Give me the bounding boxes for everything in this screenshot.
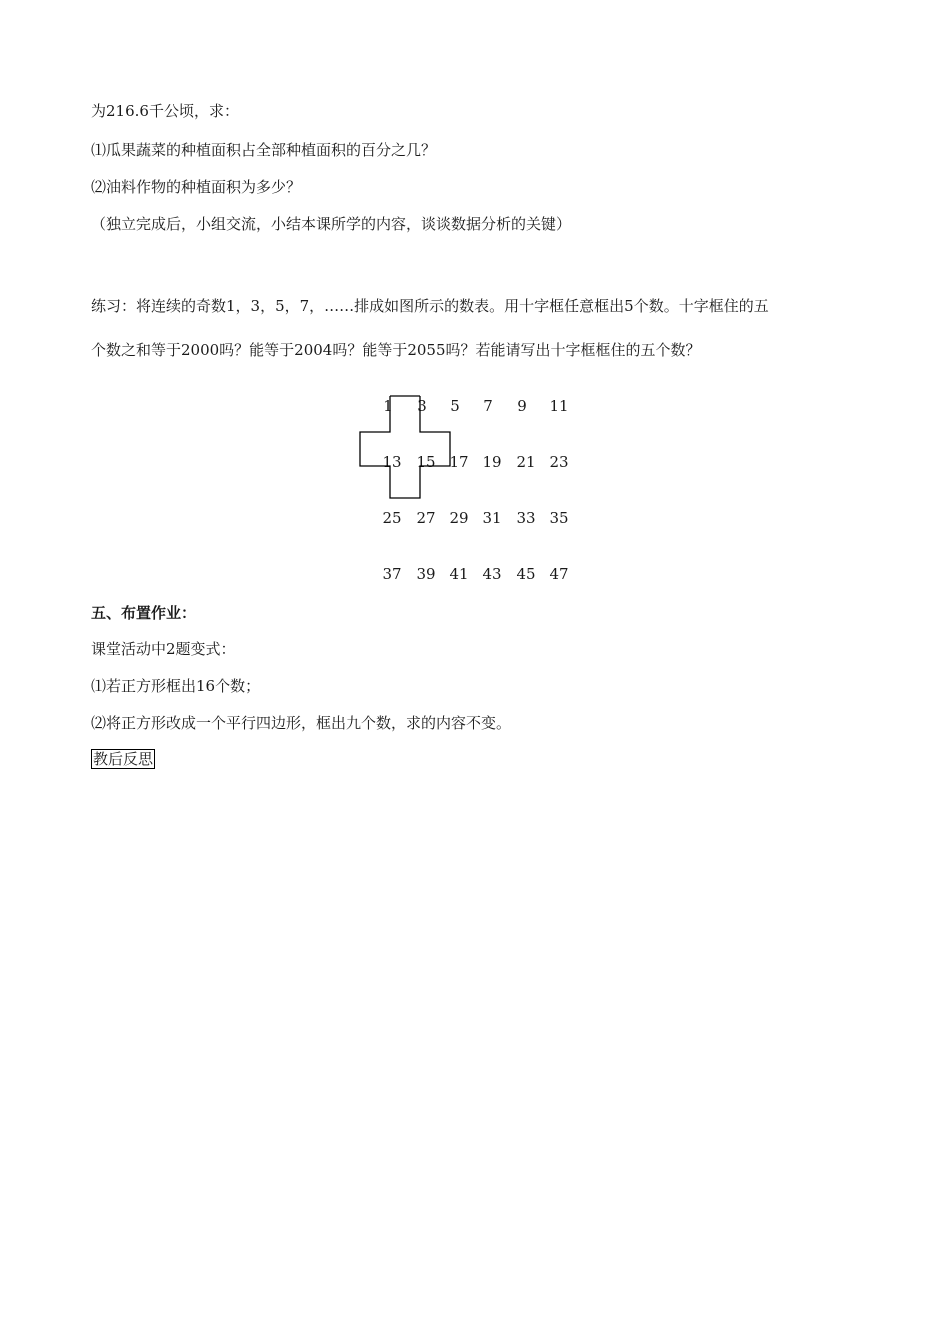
exercise-line-2: 个数之和等于2000吗？能等于2004吗？能等于2055吗？若能请写出十字框框住的五个数？ bbox=[91, 341, 701, 359]
table-cell: 41 bbox=[449, 565, 469, 583]
table-cell: 5 bbox=[450, 397, 460, 415]
homework-item-1: ⑴若正方形框出16个数； bbox=[91, 677, 261, 695]
table-cell: 39 bbox=[416, 565, 436, 583]
table-cell: 35 bbox=[549, 509, 569, 527]
instruction-note: （独立完成后，小组交流，小结本课所学的内容，谈谈数据分析的关键） bbox=[91, 215, 572, 233]
table-cell: 47 bbox=[549, 565, 569, 583]
table-cell: 9 bbox=[517, 397, 527, 415]
table-cell: 43 bbox=[482, 565, 502, 583]
exercise-line-1: 练习：将连续的奇数1，3，5，7，……排成如图所示的数表。用十字框任意框出5个数。十字框住的五 bbox=[91, 297, 769, 315]
table-cell: 29 bbox=[449, 509, 469, 527]
table-cell: 11 bbox=[549, 397, 569, 415]
table-cell: 33 bbox=[516, 509, 536, 527]
table-cell: 45 bbox=[516, 565, 536, 583]
table-cell: 13 bbox=[382, 453, 402, 471]
reflection-label bbox=[91, 749, 155, 769]
table-cell: 1 bbox=[383, 397, 393, 415]
table-cell: 3 bbox=[417, 397, 427, 415]
table-cell: 25 bbox=[382, 509, 402, 527]
table-cell: 7 bbox=[483, 397, 493, 415]
table-cell: 31 bbox=[482, 509, 502, 527]
section-heading-homework: 五、布置作业： bbox=[91, 604, 197, 622]
table-cell: 15 bbox=[416, 453, 436, 471]
line-area-given: 为216.6千公顷，求： bbox=[91, 102, 239, 120]
table-cell: 21 bbox=[516, 453, 536, 471]
table-cell: 19 bbox=[482, 453, 502, 471]
question-1: ⑴瓜果蔬菜的种植面积占全部种植面积的百分之几？ bbox=[91, 141, 437, 159]
homework-intro: 课堂活动中2题变式： bbox=[91, 640, 236, 658]
reflection-box: 教后反思 bbox=[93, 750, 154, 768]
table-cell: 17 bbox=[449, 453, 469, 471]
homework-item-2: ⑵将正方形改成一个平行四边形，框出九个数，求的内容不变。 bbox=[91, 714, 512, 732]
question-2: ⑵油料作物的种植面积为多少？ bbox=[91, 178, 302, 196]
table-cell: 23 bbox=[549, 453, 569, 471]
cross-frame-outline bbox=[360, 396, 450, 498]
table-cell: 27 bbox=[416, 509, 436, 527]
table-cell: 37 bbox=[382, 565, 402, 583]
